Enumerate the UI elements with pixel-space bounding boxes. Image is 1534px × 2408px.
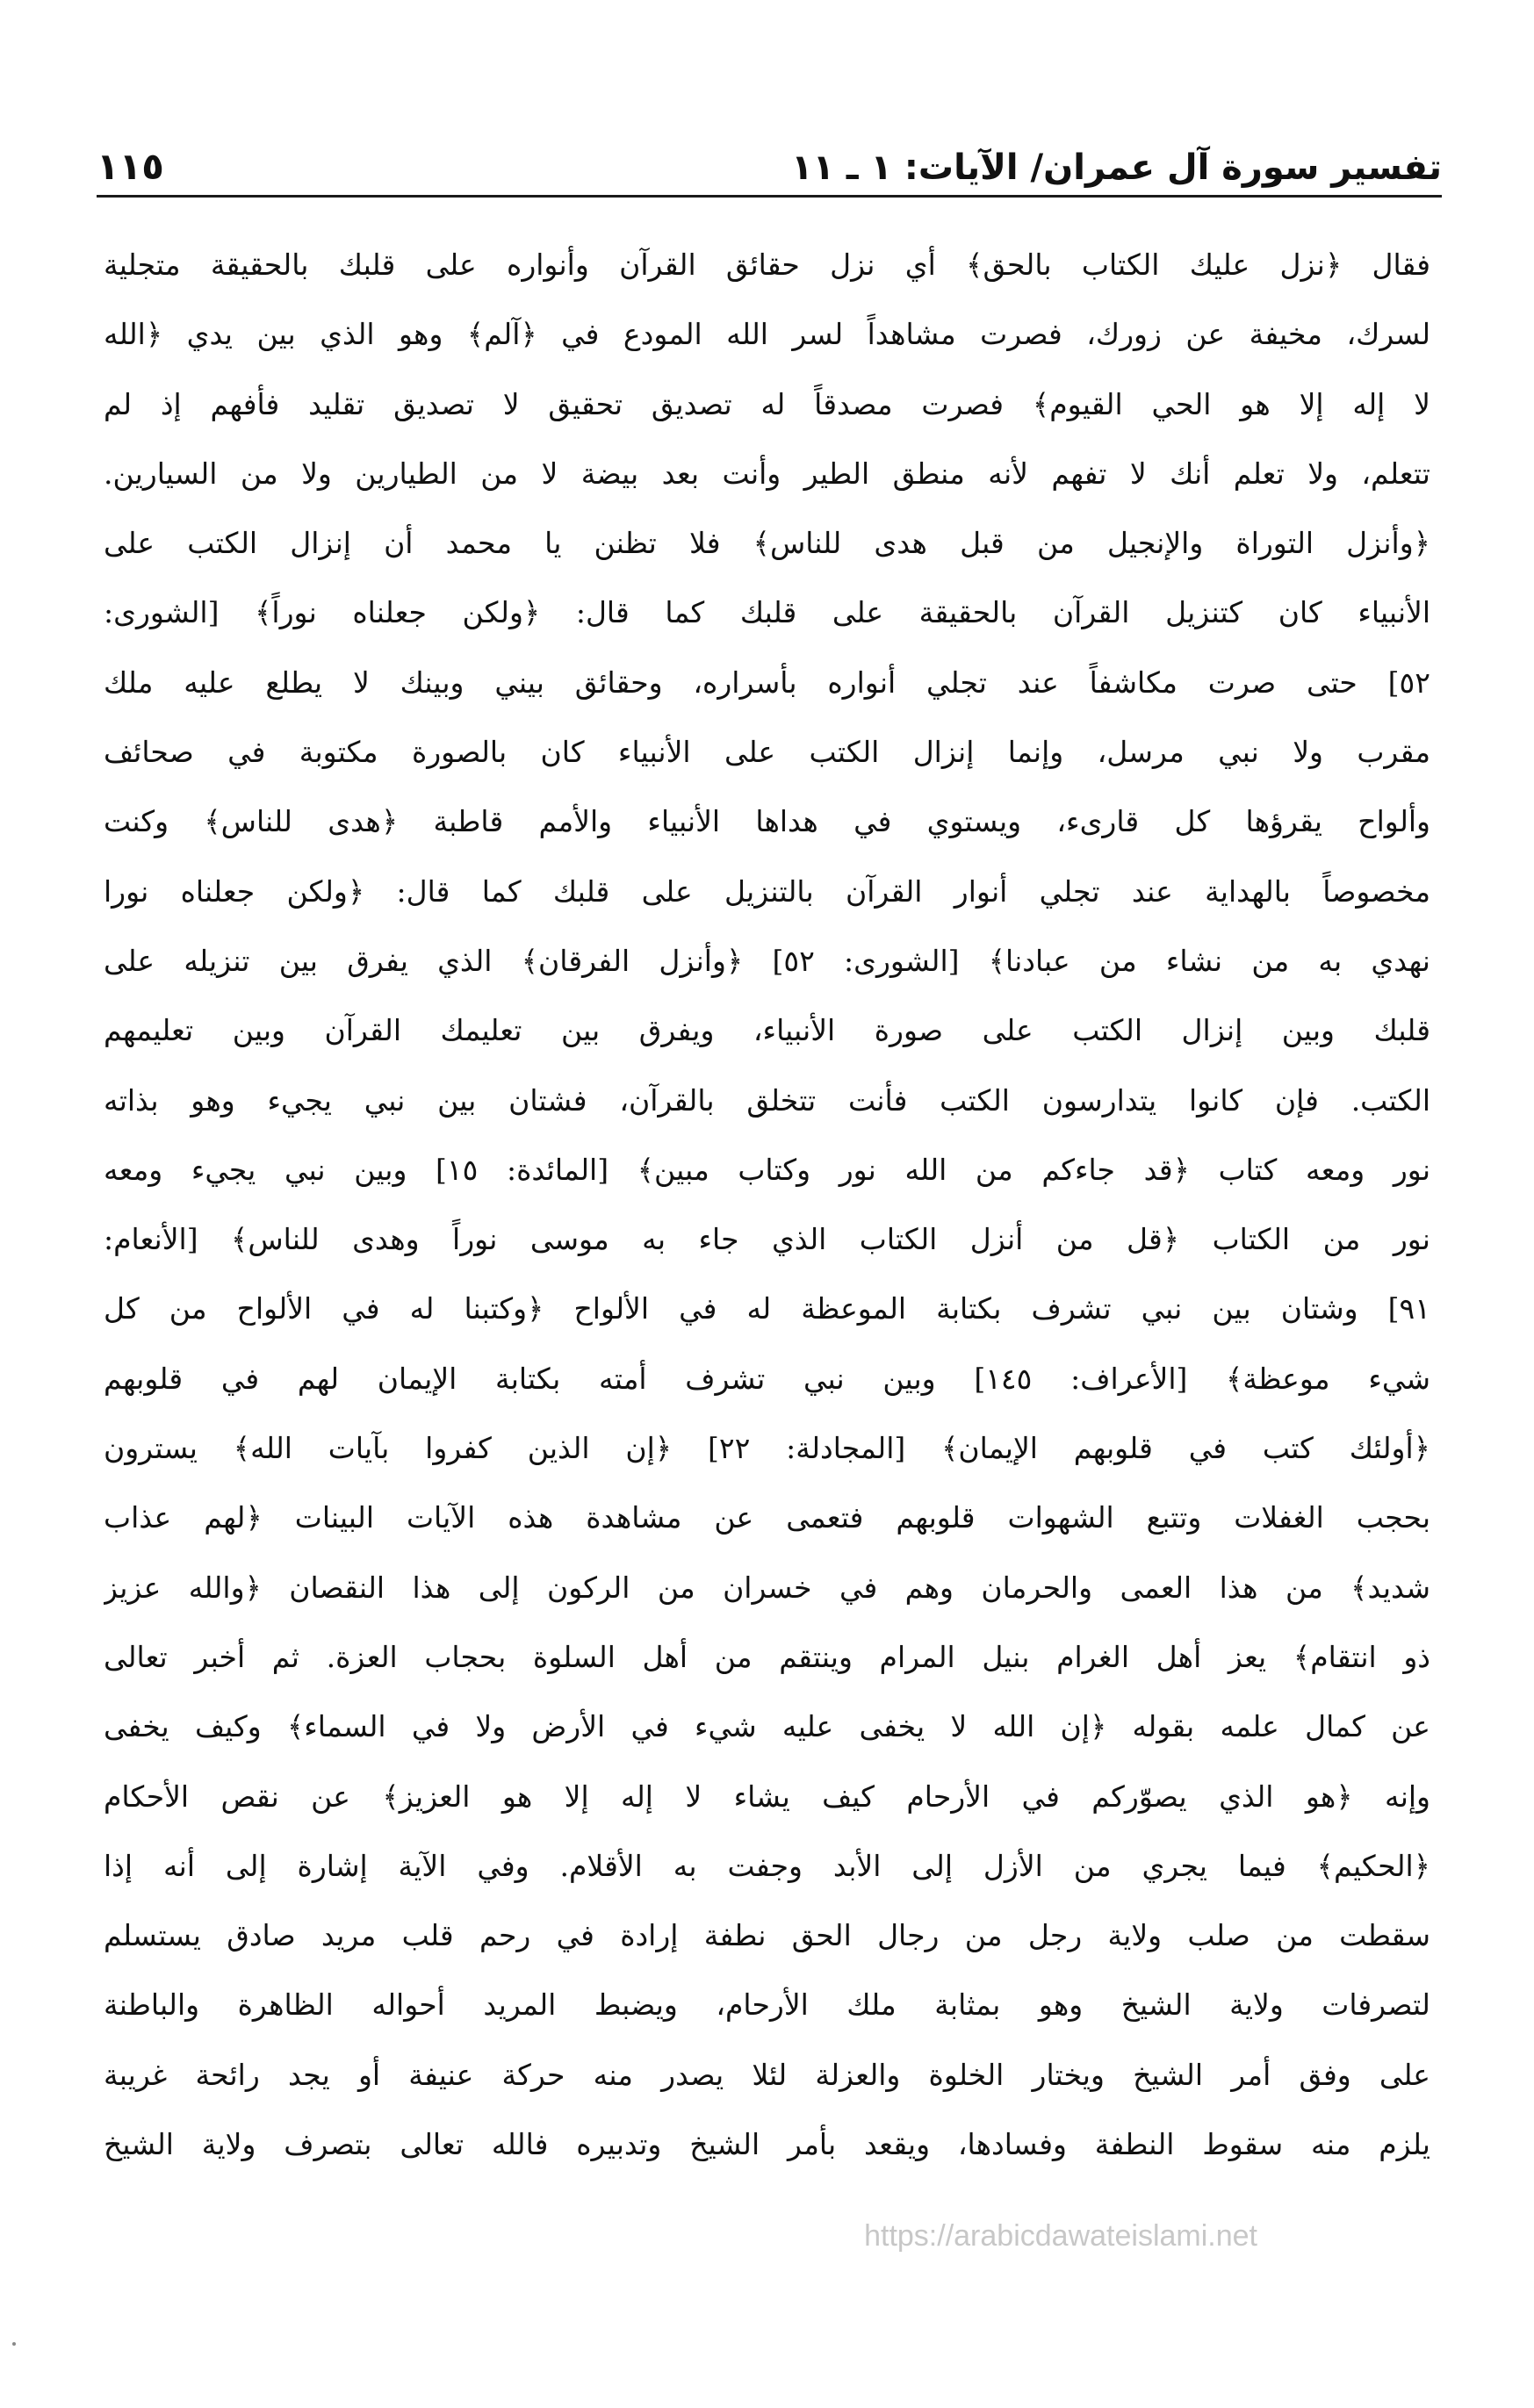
text-line: ﴿وأنزل التوراة والإنجيل من قبل هدى للناس﴾ فلا تظنن يا محمد أن إنزال الكتب على xyxy=(104,526,1430,561)
text-line: الكتب. فإن كانوا يتدارسون الكتب فأنت تتخلق بالقرآن، فشتان بين نبي يجيء وهو بذاته xyxy=(104,1082,1430,1118)
text-line: لتصرفات ولاية الشيخ وهو بمثابة ملك الأرحام، ويضبط المريد أحواله الظاهرة والباطنة xyxy=(104,1987,1430,2023)
body-text xyxy=(104,230,1430,2179)
text-line: الأنبياء كان كتنزيل القرآن بالحقيقة على قلبك كما قال: ﴿ولكن جعلناه نوراً﴾ [الشورى: xyxy=(104,595,1430,630)
page-header xyxy=(97,132,1442,198)
text-line: لا إله إلا هو الحي القيوم﴾ فصرت مصدقاً له تصديق تحقيق لا تصديق تقليد فأفهم إذ لم xyxy=(104,386,1430,421)
text-line: ﴿أولئك كتب في قلوبهم الإيمان﴾ [المجادلة: ٢٢] ﴿إن الذين كفروا بآيات الله﴾ يسترون xyxy=(104,1431,1430,1466)
scan-speck xyxy=(12,2342,16,2346)
text-line: قلبك وبين إنزال الكتب على صورة الأنبياء، ويفرق بين تعليمك القرآن وبين تعليمهم xyxy=(104,1013,1430,1048)
text-line: ذو انتقام﴾ يعز أهل الغرام بنيل المرام وينتقم من أهل السلوة بحجاب العزة. ثم أخبر تعالى xyxy=(104,1639,1430,1674)
text-line: ٩١] وشتان بين نبي تشرف بكتابة الموعظة له في الألواح ﴿وكتبنا له في الألواح من كل xyxy=(104,1291,1430,1326)
text-line: تتعلم، ولا تعلم أنك لا تفهم لأنه منطق الطير وأنت بعد بيضة لا من الطيارين ولا من السيارين. xyxy=(104,456,1430,491)
text-line: وألواح يقرؤها كل قارىء، ويستوي في هداها الأنبياء والأمم قاطبة ﴿هدى للناس﴾ وكنت xyxy=(104,804,1430,839)
text-line: فقال ﴿نزل عليك الكتاب بالحق﴾ أي نزل حقائق القرآن وأنواره على قلبك بالحقيقة متجلية xyxy=(104,248,1430,282)
text-line: لسرك، مخيفة عن زورك، فصرت مشاهداً لسر الله المودع في ﴿آلم﴾ وهو الذي بين يدي ﴿الله xyxy=(104,317,1430,352)
text-line: شيء موعظة﴾ [الأعراف: ١٤٥] وبين نبي تشرف أمته بكتابة الإيمان لهم في قلوبهم xyxy=(104,1361,1430,1396)
text-line: عن كمال علمه بقوله ﴿إن الله لا يخفى عليه شيء في الأرض ولا في السماء﴾ وكيف يخفى xyxy=(104,1709,1430,1744)
text-line: نهدي به من نشاء من عبادنا﴾ [الشورى: ٥٢] ﴿وأنزل الفرقان﴾ الذي يفرق بين تنزيله على xyxy=(104,943,1430,978)
running-title: تفسير سورة آل عمران/ الآيات: ١ ـ ١١ xyxy=(791,147,1442,188)
text-line: مخصوصاً بالهداية عند تجلي أنوار القرآن بالتنزيل على قلبك كما قال: ﴿ولكن جعلناه نورا xyxy=(104,873,1430,909)
text-line: سقطت من صلب ولاية رجل من رجال الحق نطفة إرادة في رحم قلب مريد صادق يستسلم xyxy=(104,1918,1430,1953)
text-line: على وفق أمر الشيخ ويختار الخلوة والعزلة لئلا يصدر منه حركة عنيفة أو يجد رائحة غريبة xyxy=(104,2057,1430,2092)
text-line: مقرب ولا نبي مرسل، وإنما إنزال الكتب على الأنبياء كان بالصورة مكتوبة في صحائف xyxy=(104,735,1430,770)
text-line: نور من الكتاب ﴿قل من أنزل الكتاب الذي جاء به موسى نوراً وهدى للناس﴾ [الأنعام: xyxy=(104,1222,1430,1257)
text-line: وإنه ﴿هو الذي يصوّركم في الأرحام كيف يشاء لا إله إلا هو العزيز﴾ عن نقص الأحكام xyxy=(104,1779,1430,1814)
watermark-url: https://arabicdawateislami.net xyxy=(864,2219,1257,2253)
text-line: ٥٢] حتى صرت مكاشفاً عند تجلي أنواره بأسراره، وحقائق بيني وبينك لا يطلع عليه ملك xyxy=(104,665,1430,700)
text-line: بحجب الغفلات وتتبع الشهوات قلوبهم فتعمى عن مشاهدة هذه الآيات البينات ﴿لهم عذاب xyxy=(104,1500,1430,1535)
text-line: شديد﴾ من هذا العمى والحرمان وهم في خسران من الركون إلى هذا النقصان ﴿والله عزيز xyxy=(104,1570,1430,1605)
text-line: نور ومعه كتاب ﴿قد جاءكم من الله نور وكتاب مبين﴾ [المائدة: ١٥] وبين نبي يجيء ومعه xyxy=(104,1152,1430,1187)
text-line: ﴿الحكيم﴾ فيما يجري من الأزل إلى الأبد وجفت به الأقلام. وفي الآية إشارة إلى أنه إذا xyxy=(104,1848,1430,1883)
page-number: ١١٥ xyxy=(97,145,164,188)
text-line: يلزم منه سقوط النطفة وفسادها، ويقعد بأمر الشيخ وتدبيره فالله تعالى بتصرف ولاية الشيخ xyxy=(104,2127,1430,2162)
